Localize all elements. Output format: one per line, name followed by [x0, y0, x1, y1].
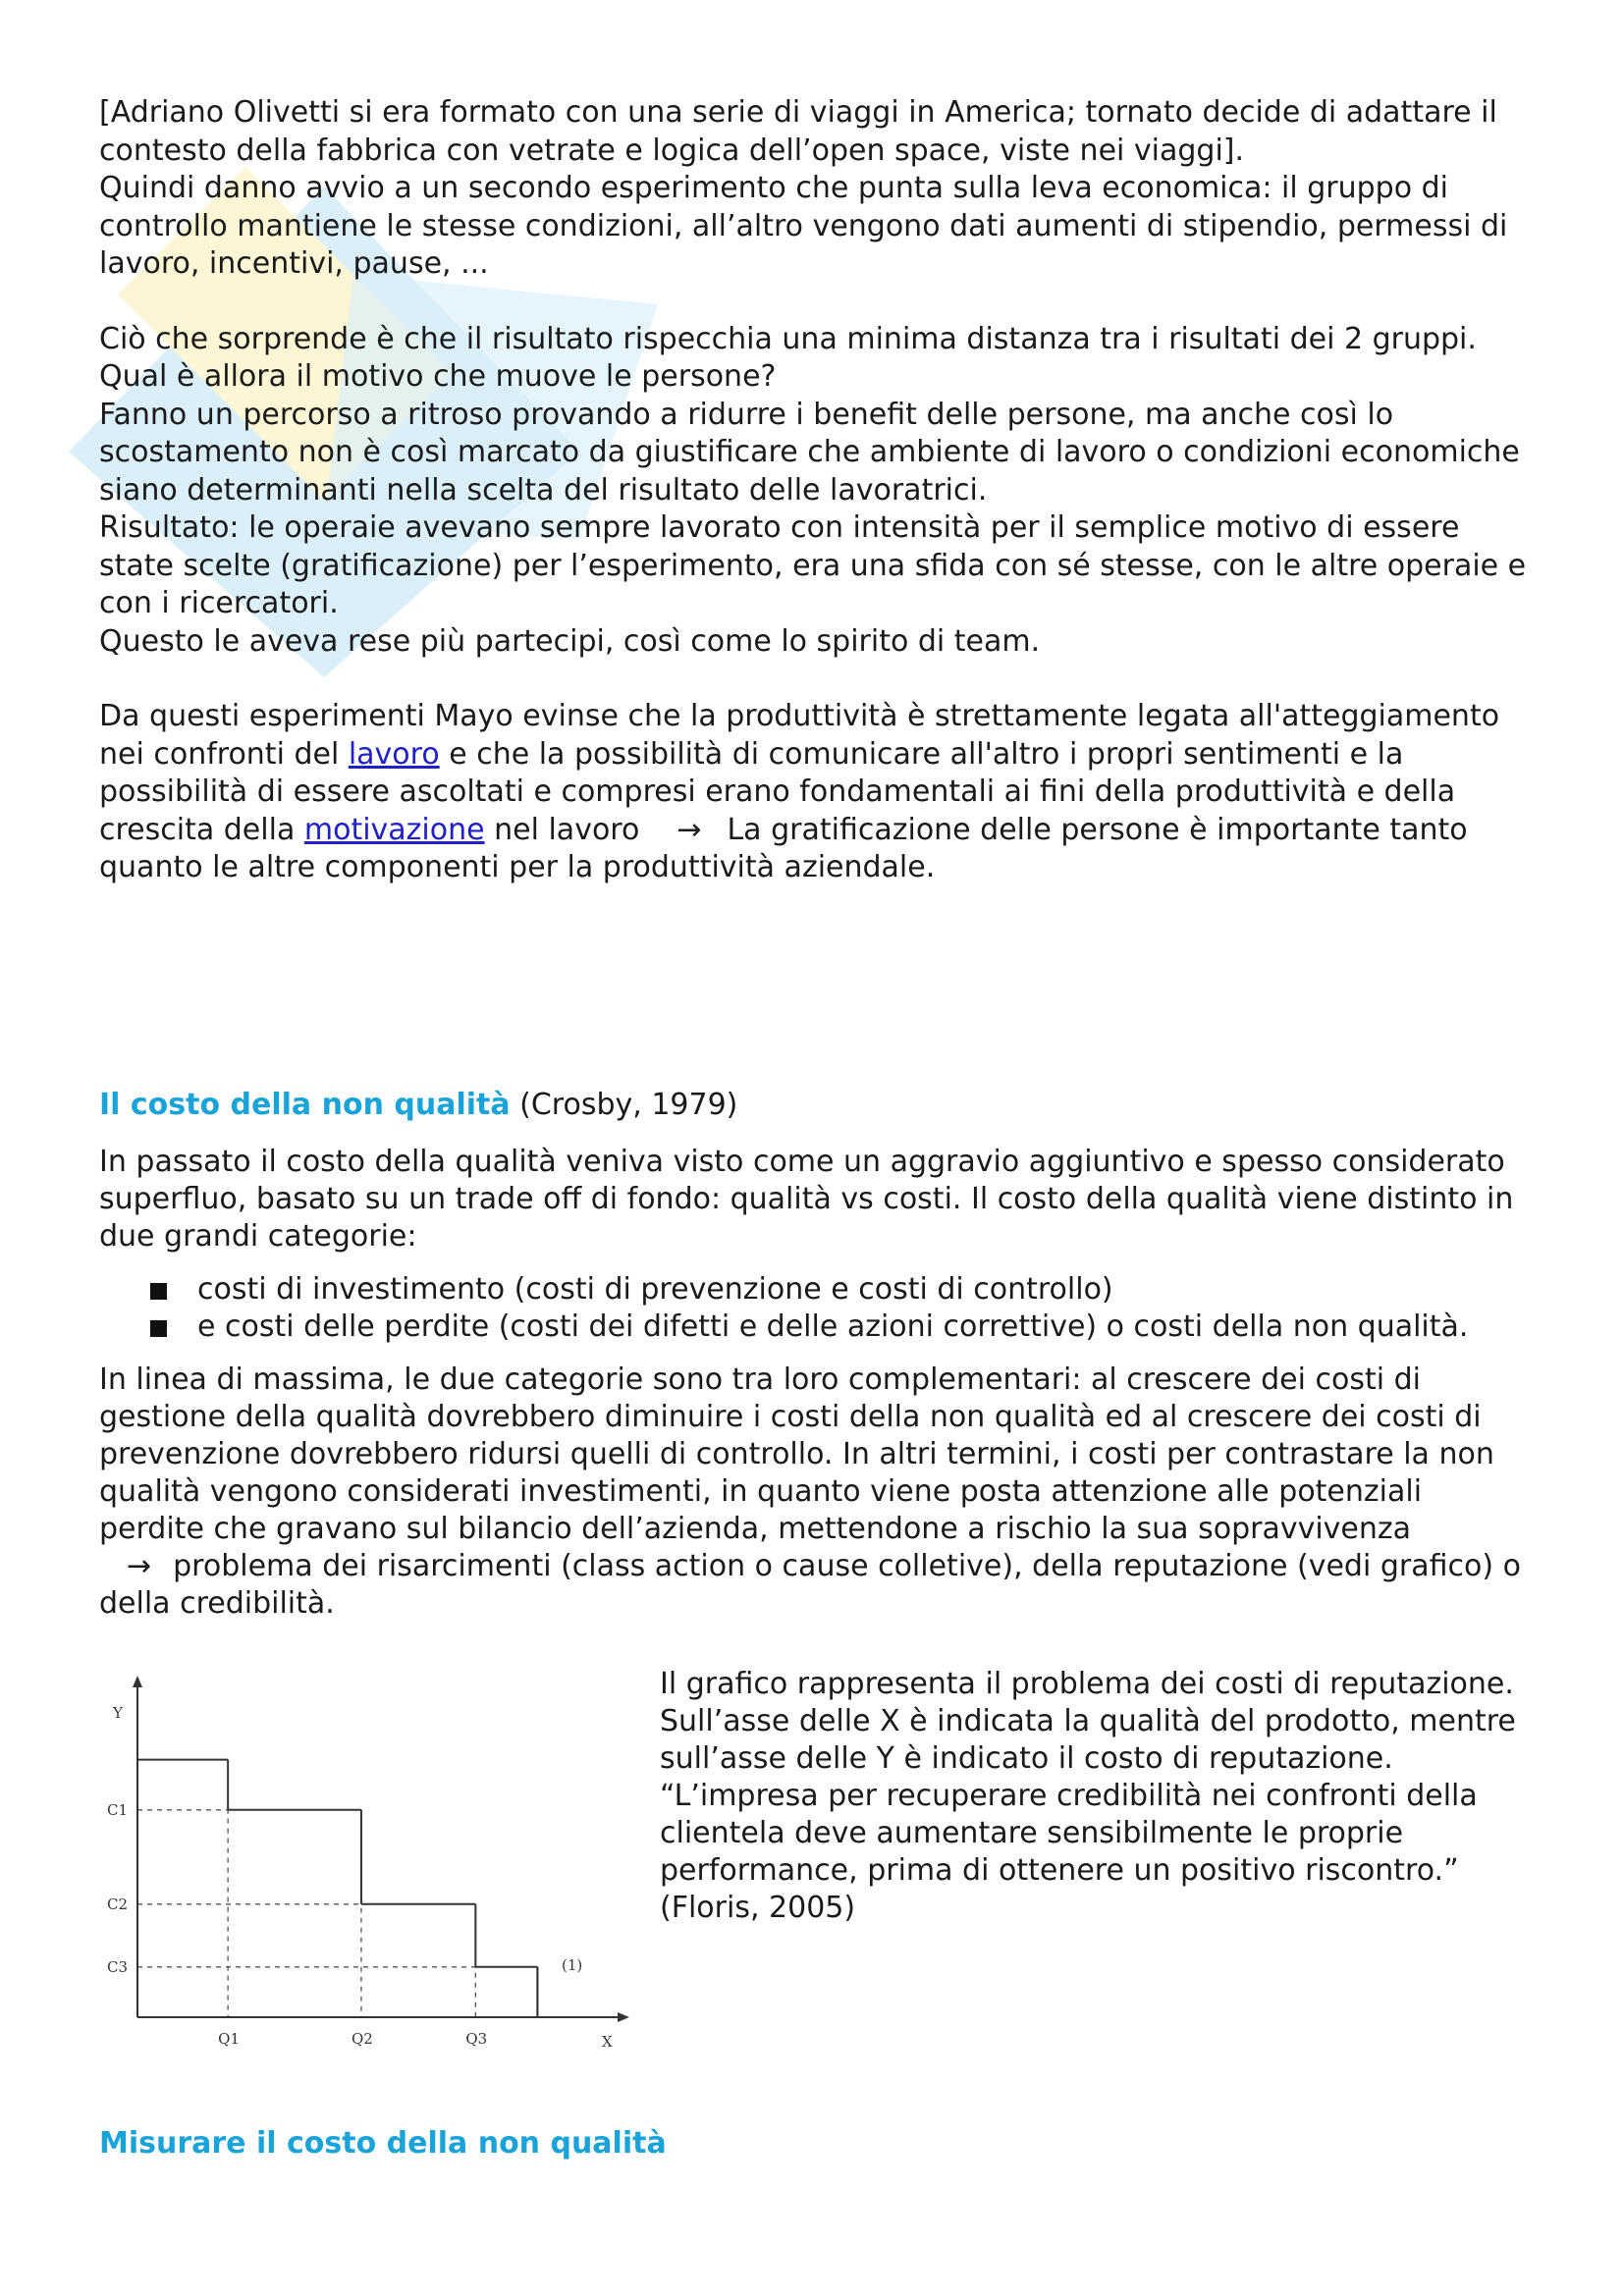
list-item	[150, 1271, 1533, 1308]
bullet-square-icon	[150, 1283, 167, 1300]
paragraph: Quindi danno avvio a un secondo esperimento che punta sulla leva economica: il gruppo di controllo mantiene le stesse condizioni, all’altro vengono dati aumenti di stipendio, permessi di lavoro, incentivi, pause, ...	[99, 171, 1508, 281]
y-axis-arrow-icon	[133, 1676, 142, 1687]
mayo-paragraph	[99, 698, 1533, 887]
x-axis-arrow-icon	[618, 2012, 629, 2022]
bullet-list	[150, 1271, 1533, 1346]
paragraph: Questo le aveva rese più partecipi, così come lo spirito di team.	[99, 623, 1041, 659]
paragraph: Ciò che sorprende è che il risultato rispecchia una minima distanza tra i risultati dei 2 gruppi.	[99, 321, 1477, 356]
text: Da questi esperimenti Mayo evinse che la produttività è strettamente legata all'atteggiamento nei confronti del	[99, 699, 1500, 772]
figure-caption: Il grafico rappresenta il problema dei costi di reputazione. Sull’asse delle X è indicata la qualità del prodotto, mentre sull’asse delle Y è indicato il costo di reputazione. “L’impresa per recuperare credibilità nei confronti della clientela deve aumentare sensibilmente le proprie performance, prima di ottenere un positivo riscontro.” (Floris, 2005)	[660, 1667, 1516, 1925]
y-axis-label: Y	[113, 1704, 123, 1722]
paragraph: Qual è allora il motivo che muove le persone?	[99, 359, 777, 394]
bullet-square-icon	[150, 1320, 167, 1337]
x-tick-label: Q2	[351, 2030, 373, 2048]
x-tick-label: Q1	[218, 2030, 240, 2048]
paragraph: [Adriano Olivetti si era formato con una serie di viaggi in America; tornato decide di adattare il contesto della fabbrica con vetrate e logica dell’open space, viste nei viaggi].	[99, 95, 1497, 168]
link-motivazione[interactable]: motivazione	[303, 812, 485, 847]
paragraph: In passato il costo della qualità veniva visto come un aggravio aggiuntivo e spesso considerato superfluo, basato su un trade off di fondo: qualità vs costi. Il costo della qualità viene distinto in due grandi categorie:	[99, 1145, 1514, 1254]
heading-measure-non-quality: Misurare il costo della non qualità	[99, 2126, 667, 2161]
text: problema dei risarcimenti (class action o cause colletive), della reputazione (vedi grafico) o della credibilità.	[99, 1549, 1521, 1621]
arrow-icon: →	[127, 1549, 152, 1583]
section-title	[99, 1087, 1533, 1124]
text: nel lavoro	[484, 812, 640, 847]
list-item-text: e costi delle perdite (costi dei difetti e delle azioni correttive) o costi della non qualità.	[197, 1309, 1469, 1344]
intro-text	[99, 94, 1533, 887]
series-label: (1)	[562, 1956, 583, 1974]
paragraph: Fanno un percorso a ritroso provando a ridurre i benefit delle persone, ma anche così lo scostamento non è così marcato da giustificare che ambiente di lavoro o condizioni economiche siano determinanti nella scelta del risultato delle lavoratrici.	[99, 397, 1520, 507]
paragraph	[99, 1362, 1533, 1623]
y-tick-label: C3	[107, 1957, 129, 1976]
text: In linea di massima, le due categorie sono tra loro complementari: al crescere dei costi di gestione della qualità dovrebbero diminuire i costi della non qualità ed al crescere dei costi di prevenzione dovrebbero ridursi quelli di controllo. In altri termini, i costi per contrastare la non qualità vengono considerati investimenti, in quanto viene posta attenzione alle potenziali perdite che gravano sul bilancio dell’azienda, mettendone a rischio la sua sopravvivenza	[99, 1362, 1494, 1546]
text: La gratificazione delle persone è importante tanto quanto le altre componenti per la produttività aziendale.	[99, 812, 1468, 884]
section-heading: Il costo della non qualità	[99, 1088, 511, 1122]
link-lavoro[interactable]: lavoro	[348, 736, 440, 772]
list-item-text: costi di investimento (costi di prevenzione e costi di controllo)	[197, 1272, 1113, 1307]
citation: (Crosby, 1979)	[519, 1088, 738, 1122]
paragraph: Risultato: le operaie avevano sempre lavorato con intensità per il semplice motivo di essere state scelte (gratificazione) per l’esperimento, era una sfida con sé stesse, con le altre operaie e con i ricercatori.	[99, 510, 1527, 620]
text: e che la possibilità di comunicare all'altro i propri sentimenti e la possibilità di essere ascoltati e compresi erano fondamentali ai fini della produttività e della crescita della	[99, 736, 1456, 847]
y-tick-label: C2	[107, 1895, 129, 1913]
x-axis-label: X	[602, 2033, 613, 2051]
list-item	[150, 1308, 1533, 1346]
section-cost-non-quality	[99, 1087, 1533, 1623]
y-tick-label: C1	[107, 1800, 129, 1819]
x-tick-label: Q3	[465, 2030, 488, 2048]
reputation-cost-chart	[93, 1674, 643, 2056]
arrow-icon: →	[676, 812, 702, 847]
